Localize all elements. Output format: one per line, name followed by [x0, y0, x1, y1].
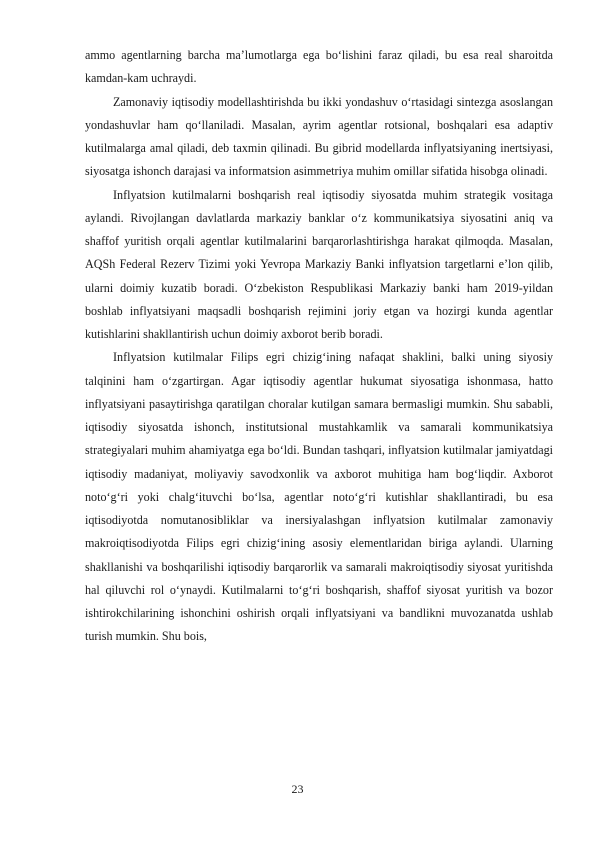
paragraph-continuation: ammo agentlarning barcha ma’lumotlarga ega bo‘lishini faraz qiladi, bu esa real sharoitda kamdan-kam uchraydi.: [85, 48, 553, 86]
paragraph-expectations-management: Inflyatsion kutilmalarni boshqarish real iqtisodiy siyosatda muhim strategik vositaga aylandi. Rivojlangan davlatlarda markaziy banklar o‘z kommunikatsiya siyosatini aniq va shaffof yuritish orqali agentlar kutilmalarini barqarorlashtirishga harakat qilmoqda. Masalan, AQSh Federal Rezerv Tizimi yoki Yevropa Markaziy Banki inflyatsion targetlarni e’lon qilib, ularni doimiy kuzatib boradi. O‘zbekiston Respublikasi Markaziy banki ham 2019-yildan boshlab inflyatsiyani maqsadli boshqarish rejimini joriy etgan va hozirgi kunda agentlar kutishlarini shakllantirish uchun doimiy axborot berib boradi.: [85, 187, 553, 341]
paragraph-phillips-curve: Inflyatsion kutilmalar Filips egri chizig‘ining nafaqat shaklini, balki uning siyosiy talqinini ham o‘zgartirgan. Agar iqtisodiy agentlar hukumat siyosatiga ishonmasa, hatto inflyatsiyani pasaytirishga qaratilgan choralar kutilgan samara bermasligi mumkin. Shu sababli, iqtisodiy siyosatda ishonch, institutsional mustahkamlik va samarali kommunikatsiya strategiyalari muhim ahamiyatga ega bo‘ldi. Bundan tashqari, inflyatsion kutilmalar jamiyatdagi iqtisodiy madaniyat, moliyaviy savodxonlik va axborot muhitiga ham bog‘liqdir. Axborot noto‘g‘ri yoki chalg‘ituvchi bo‘lsa, agentlar noto‘g‘ri kutishlar shakllantiradi, bu esa iqtisodiyotda nomutanosibliklar va inersiyalashgan inflyatsion kutilmalar zamonaviy makroiqtisodiyotda Filips egri chizig‘ining asosiy elementlaridan biriga aylandi. Ularning shakllanishi va boshqarilishi iqtisodiy barqarorlik va samarali makroiqtisodiy siyosat yuritishda hal qiluvchi rol o‘ynaydi. Kutilmalarni to‘g‘ri boshqarish, shaffof siyosat yuritish va bozor ishtirokchilarining ishonchini oshirish orqali inflyatsiyani va bandlikni muvozanatda ushlab turish mumkin. Shu bois,: [85, 350, 553, 644]
page-number: 23: [291, 782, 304, 796]
body-text: [85, 44, 553, 649]
paragraph-hybrid-models: Zamonaviy iqtisodiy modellashtirishda bu ikki yondashuv o‘rtasidagi sintezga asoslangan yondashuvlar ham qo‘llaniladi. Masalan, ayrim agentlar rotsional, boshqalari esa adaptiv kutilmalarga amal qiladi, deb taxmin qilinadi. Bu gibrid modellarda inflyatsiyaning inertsiyasi, siyosatga ishonch darajasi va informatsion asimmetriya muhim omillar sifatida hisobga olinadi.: [85, 94, 553, 179]
